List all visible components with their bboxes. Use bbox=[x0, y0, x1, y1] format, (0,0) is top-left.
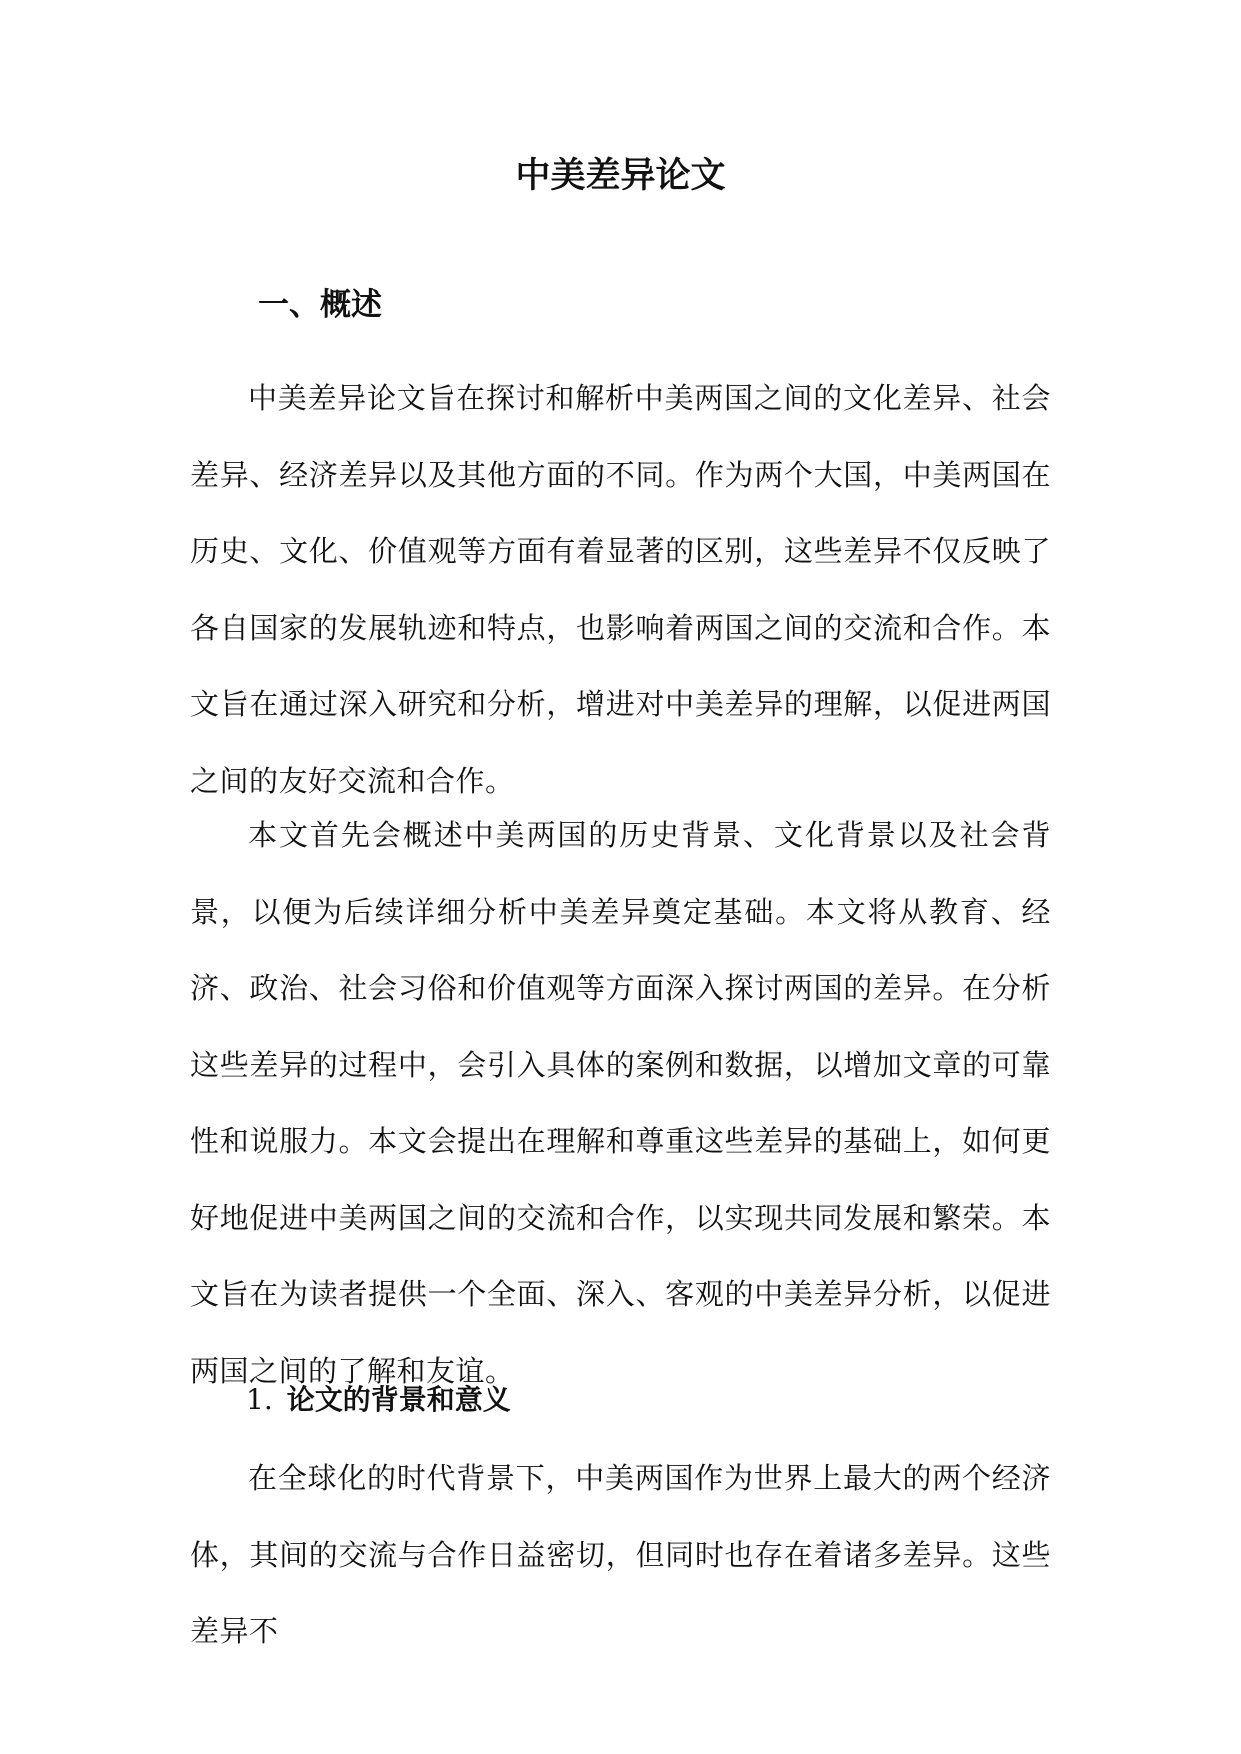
overview-paragraph-2: 本文首先会概述中美两国的历史背景、文化背景以及社会背景，以便为后续详细分析中美差异奠定基础。本文将从教育、经济、政治、社会习俗和价值观等方面深入探讨两国的差异。在分析这些差异的过程中，会引入具体的案例和数据，以增加文章的可靠性和说服力。本文会提出在理解和尊重这些差异的基础上，如何更好地促进中美两国之间的交流和合作，以实现共同发展和繁荣。本文旨在为读者提供一个全面、深入、客观的中美差异分析，以促进两国之间的了解和友谊。 bbox=[190, 818, 1051, 1388]
subsection-number: 1. bbox=[246, 1383, 273, 1416]
subsection-heading-background bbox=[246, 1378, 511, 1422]
document-title: 中美差异论文 bbox=[515, 156, 726, 196]
subsection-title: 论文的背景和意义 bbox=[286, 1383, 511, 1416]
section-heading-overview: 一、概述 bbox=[258, 287, 382, 323]
overview-paragraph-1: 中美差异论文旨在探讨和解析中美两国之间的文化差异、社会差异、经济差异以及其他方面的不同。作为两个大国，中美两国在历史、文化、价值观等方面有着显著的区别，这些差异不仅反映了各自国家的发展轨迹和特点，也影响着两国之间的交流和合作。本文旨在通过深入研究和分析，增进对中美差异的理解，以促进两国之间的友好交流和合作。 bbox=[190, 381, 1051, 798]
background-paragraph-1: 在全球化的时代背景下，中美两国作为世界上最大的两个经济体，其间的交流与合作日益密切，但同时也存在着诸多差异。这些差异不 bbox=[190, 1461, 1051, 1648]
